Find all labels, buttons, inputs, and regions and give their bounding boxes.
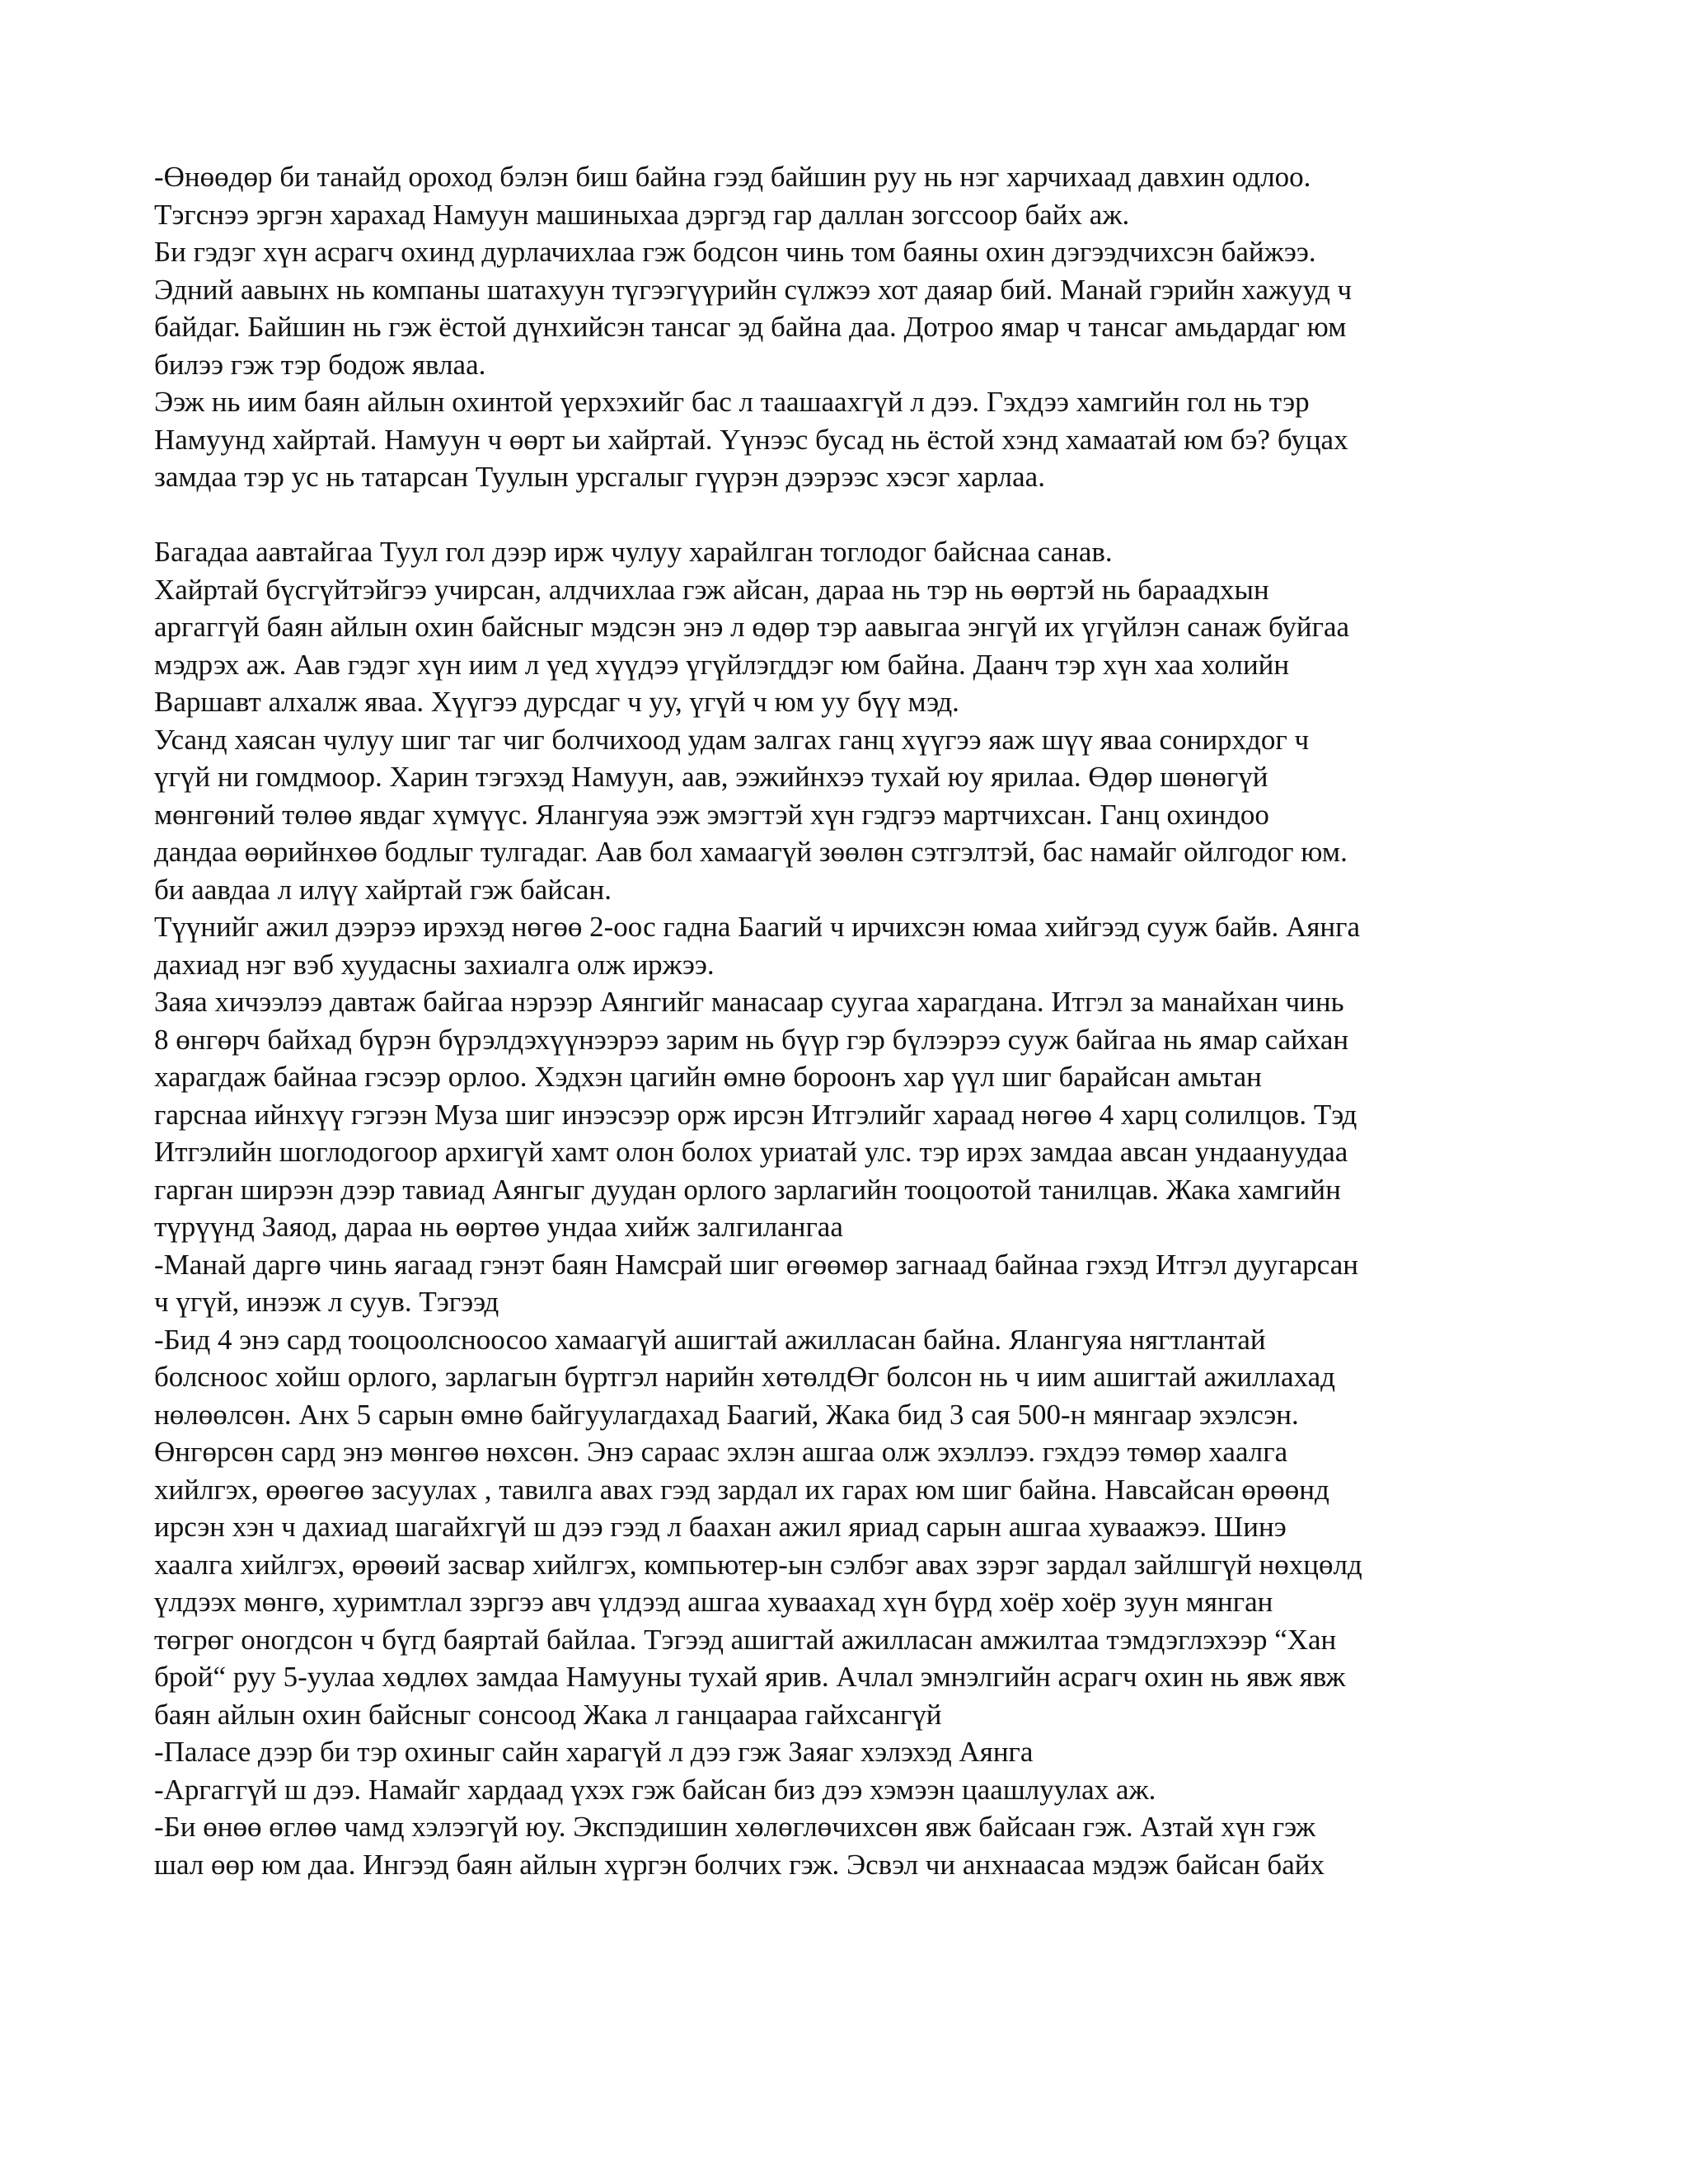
text-line: үгүй ни гомдмоор. Харин тэгэхэд Намуун, аав, ээжийнхээ тухай юу ярилаа. Өдөр шөнөгүй — [154, 761, 1268, 793]
text-line: мөнгөний төлөө явдаг хүмүүс. Ялангуяа ээж эмэгтэй хүн гэдгээ мартчихсан. Ганц охиндоо — [154, 798, 1269, 831]
text-line: дахиад нэг вэб хуудасны захиалга олж иржээ. — [154, 948, 715, 981]
text-line: Усанд хаясан чулуу шиг таг чиг болчихоод удам залгах ганц хүүгээ яаж шүү яваа сонирхдог ч — [154, 723, 1310, 756]
text-line: мэдрэх аж. Аав гэдэг хүн иим л үед хүүдээ үгүйлэгддэг юм байна. Даанч тэр хүн хаа холийн — [154, 648, 1290, 681]
text-line: Намуунд хайртай. Намуун ч өөрт ьи хайртай. Үүнээс бусад нь ёстой хэнд хамаатай юм бэ? буцах — [154, 423, 1348, 456]
text-line: аргаггүй баян айлын охин байсныг мэдсэн энэ л өдөр тэр аавыгаа энгүй их үгүйлэн санаж буйгаа — [154, 611, 1350, 643]
text-line: хаалга хийлгэх, өрөөий засвар хийлгэх, компьютер-ын сэлбэг авах зэрэг зардал зайлшгүй нөхцөлд — [154, 1548, 1362, 1581]
document-body — [154, 158, 1555, 1883]
paragraph-gap — [154, 496, 1555, 534]
text-line: байдаг. Байшин нь гэж ёстой дүнхийсэн тансаг эд байна даа. Дотроо ямар ч тансаг амьдардаг юм — [154, 311, 1347, 343]
text-line: дандаа өөрийнхөө бодлыг тулгадаг. Аав бол хамаагүй зөөлөн сэтгэлтэй, бас намайг ойлгодог юм. — [154, 836, 1348, 868]
text-line: түрүүнд Заяод, дараа нь өөртөө ундаа хийж залгилангаа — [154, 1211, 843, 1243]
text-line: -Өнөөдөр би танайд ороход бэлэн биш байна гээд байшин руу нь нэг харчихаад давхин одлоо. — [154, 161, 1311, 193]
text-line: 8 өнгөрч байхад бүрэн бүрэлдэхүүнээрээ зарим нь бүүр гэр бүлээрээ сууж байгаа нь ямар сайхан — [154, 1023, 1349, 1056]
text-line: нөлөөлсөн. Анх 5 сарын өмнө байгуулагдахад Баагий, Жака бид 3 сая 500-н мянгаар эхэлсэн. — [154, 1398, 1299, 1431]
text-line: Өнгөрсөн сард энэ мөнгөө нөхсөн. Энэ сараас эхлэн ашгаа олж эхэллээ. гэхдээ төмөр хаалга — [154, 1436, 1288, 1468]
text-line: -Манай даргө чинь яагаад гэнэт баян Намсрай шиг өгөөмөр загнаад байнаа гэхэд Итгэл дуугарсан — [154, 1248, 1359, 1281]
text-line: Эдний аавынх нь компаны шатахуун түгээгүүрийн сүлжээ хот даяар бий. Манай гэрийн хажууд ч — [154, 273, 1353, 306]
text-line: үлдээх мөнгө, хуримтлал зэргээ авч үлдээд ашгаа хуваахад хүн бүрд хоёр хоёр зуун мянган — [154, 1586, 1273, 1618]
text-line: ч үгүй, инээж л суув. Тэгээд — [154, 1286, 499, 1318]
text-line: Заяа хичээлээ давтаж байгаа нэрээр Аянгийг манасаар суугаа харагдана. Итгэл за манайхан чинь — [154, 986, 1344, 1018]
text-line: гарснаа ийнхүү гэгээн Муза шиг инээсээр орж ирсэн Итгэлийг хараад нөгөө 4 харц солилцов. Тэд — [154, 1098, 1357, 1131]
text-line: төгрөг оногдсон ч бүгд баяртай байлаа. Тэгээд ашигтай ажилласан амжилтаа тэмдэглэхээр “Хан — [154, 1623, 1337, 1656]
text-line: Ээж нь иим баян айлын охинтой үерхэхийг бас л таашаахгүй л дээ. Гэхдээ хамгийн гол нь тэр — [154, 386, 1310, 418]
text-line: -Паласе дээр би тэр охиныг сайн харагүй л дээ гэж Заяаг хэлэхэд Аянга — [154, 1736, 1034, 1768]
text-line: харагдаж байнаа гэсээр орлоо. Хэдхэн цагийн өмнө бороонъ хар үүл шиг барайсан амьтан — [154, 1061, 1262, 1093]
text-line: хийлгэх, өрөөгөө засуулах , тавилга авах гээд зардал их гарах юм шиг байна. Навсайсан өрөөнд — [154, 1473, 1329, 1506]
text-line: брой“ руу 5-уулаа хөдлөх замдаа Намууны тухай ярив. Ачлал эмнэлгийн асрагч охин нь явж явж — [154, 1661, 1346, 1693]
text-line: Варшавт алхалж яваа. Хүүгээ дурсдаг ч уу, үгүй ч юм уу бүү мэд. — [154, 686, 959, 718]
text-line: замдаа тэр ус нь татарсан Туулын урсгалыг гүүрэн дээрээс хэсэг харлаа. — [154, 461, 1045, 493]
text-line: Багадаа аавтайгаа Туул гол дээр ирж чулуу харайлган тоглодог байснаа санав. — [154, 536, 1113, 568]
text-line: билээ гэж тэр бодож явлаа. — [154, 348, 486, 381]
text-line: Түүнийг ажил дээрээ ирэхэд нөгөө 2-оос гадна Баагий ч ирчихсэн юмаа хийгээд сууж байв. Аянга — [154, 911, 1361, 943]
text-line: -Би өнөө өглөө чамд хэлээгүй юу. Экспэдишин хөлөглөчихсөн явж байсаан гэж. Азтай хүн гэж — [154, 1811, 1316, 1843]
text-line: Би гэдэг хүн асрагч охинд дурлачихлаа гэж бодсон чинь том баяны охин дэгээдчихсэн байжээ. — [154, 236, 1316, 268]
text-line: болсноос хойш орлого, зарлагын бүртгэл нарийн хөтөлдӨг болсон нь ч иим ашигтай ажиллахад — [154, 1361, 1335, 1393]
text-line: ирсэн хэн ч дахиад шагайхгүй ш дээ гээд л баахан ажил яриад сарын ашгаа хуваажээ. Шинэ — [154, 1511, 1287, 1543]
text-line: гарган ширээн дээр тавиад Аянгыг дуудан орлого зарлагийн тооцоотой танилцав. Жака хамгийн — [154, 1173, 1341, 1206]
text-line: Тэгснээ эргэн харахад Намуун машиныхаа дэргэд гар даллан зогссоор байх аж. — [154, 198, 1130, 231]
text-line: -Аргаггүй ш дээ. Намайг хардаад үхэх гэж байсан биз дээ хэмээн цаашлуулах аж. — [154, 1773, 1156, 1806]
text-line: би аавдаа л илүү хайртай гэж байсан. — [154, 873, 612, 906]
text-line: баян айлын охин байсныг сонсоод Жака л ганцаараа гайхсангүй — [154, 1698, 942, 1731]
text-line: -Бид 4 энэ сард тооцоолсноосоо хамаагүй ашигтай ажилласан байна. Ялангуяа нягтлантай — [154, 1323, 1266, 1356]
text-line: Хайртай бүсгүйтэйгээ учирсан, алдчихлаа гэж айсан, дараа нь тэр нь өөртэй нь бараадхын — [154, 573, 1269, 606]
text-line: шал өөр юм даа. Ингээд баян айлын хүргэн болчих гэж. Эсвэл чи анхнаасаа мэдэж байсан байх — [154, 1848, 1325, 1881]
text-line: Итгэлийн шоглодогоор архигүй хамт олон болох уриатай улс. тэр ирэх замдаа авсан ундаануудаа — [154, 1136, 1348, 1168]
